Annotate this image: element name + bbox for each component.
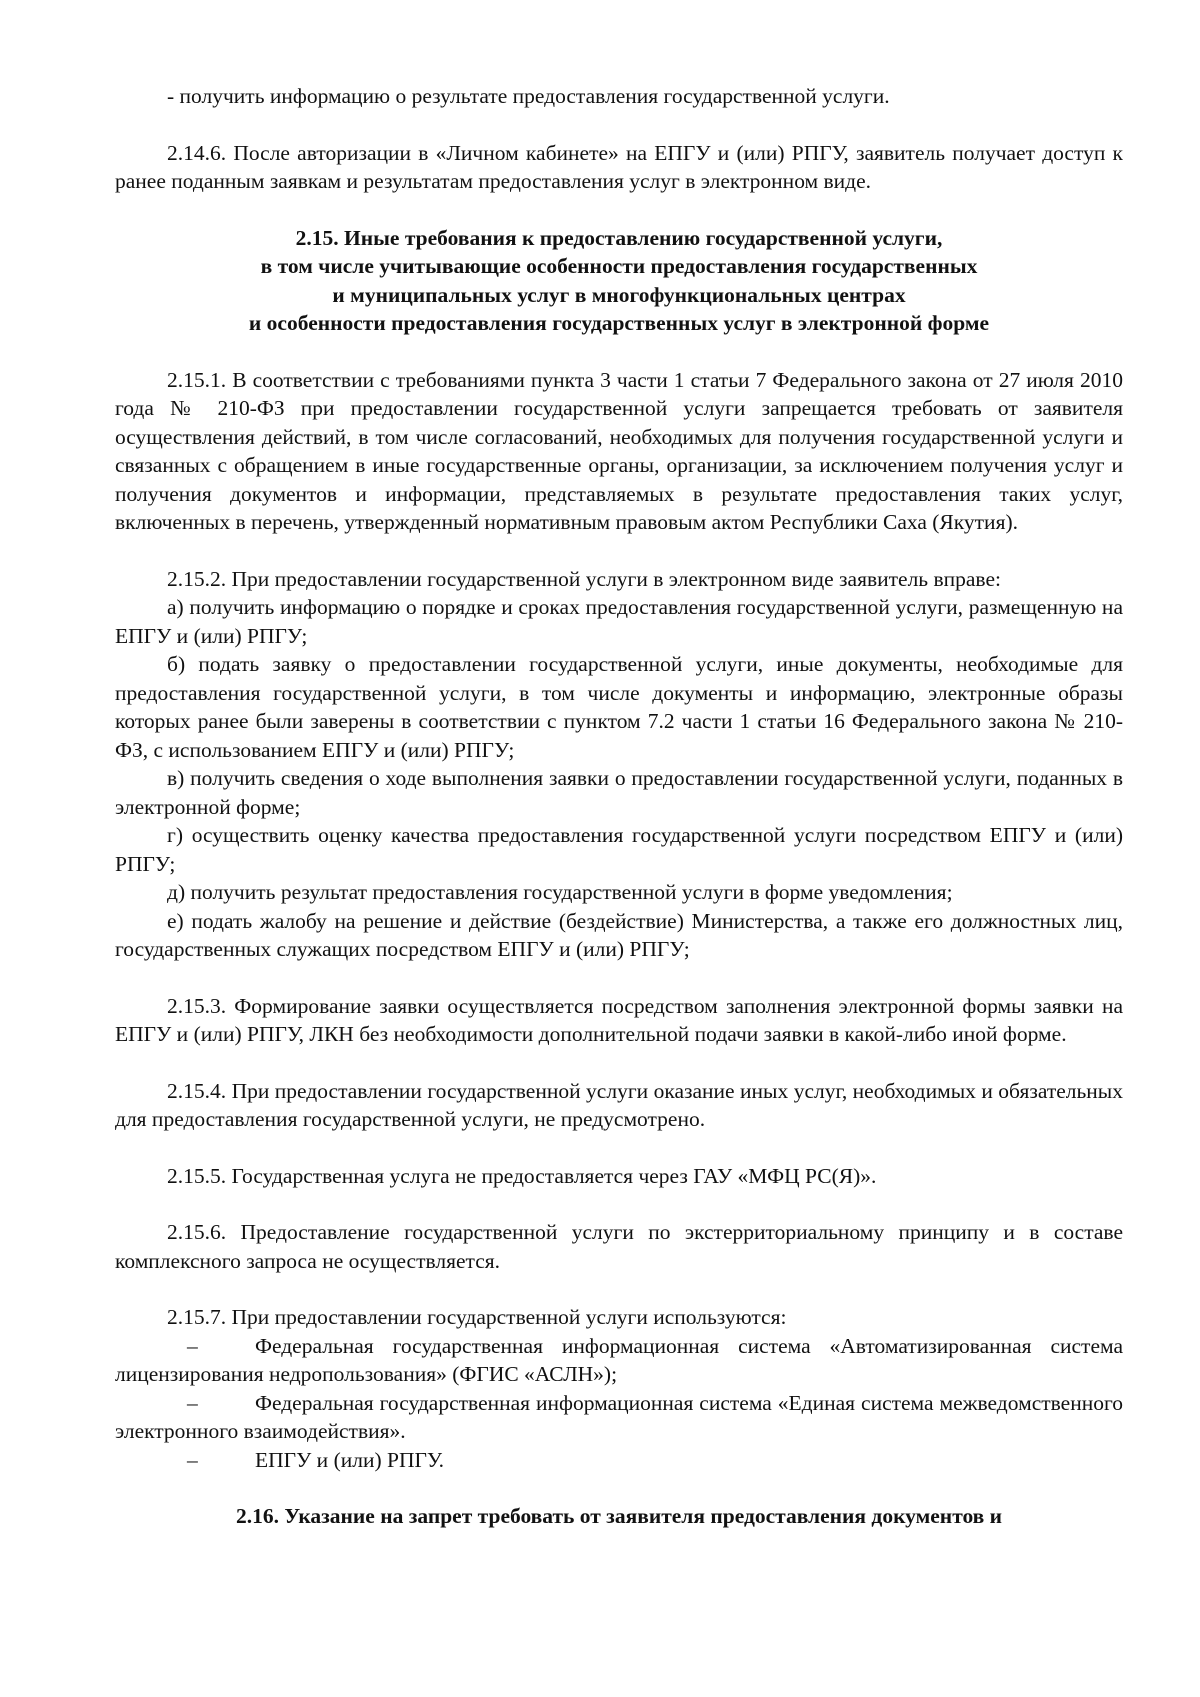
paragraph-2-15-5: 2.15.5. Государственная услуга не предоставляется через ГАУ «МФЦ РС(Я)».: [167, 1163, 877, 1188]
dash-item-text: Федеральная государственная информационная система «Автоматизированная система лицензирования недропользования» (ФГИС «АСЛН»);: [115, 1333, 1123, 1386]
list-item-a: а) получить информацию о порядке и сроках предоставления государственной услуги, размещенную на ЕПГУ и (или) РПГУ;: [115, 595, 1123, 648]
paragraph-2-14-6: 2.14.6. После авторизации в «Личном кабинете» на ЕПГУ и (или) РПГУ, заявитель получает доступ к ранее поданным заявкам и результатам предоставления услуг в электронном виде.: [115, 140, 1123, 193]
dash-list-item-2: [115, 1389, 1123, 1446]
dash-marker: –: [187, 1333, 198, 1358]
dash-list-item-1: [115, 1332, 1123, 1389]
paragraph-2-15-7-intro: 2.15.7. При предоставлении государственной услуги используются:: [167, 1305, 787, 1329]
dash-item-text: Федеральная государственная информационная система «Единая система межведомственного электронного взаимодействия».: [115, 1390, 1123, 1443]
paragraph-2-15-3: 2.15.3. Формирование заявки осуществляется посредством заполнения электронной формы заявки на ЕПГУ и (или) РПГУ, ЛКН без необходимости дополнительной подачи заявки в какой-либо иной форме.: [115, 993, 1123, 1046]
document-page: [115, 82, 1123, 1531]
list-item-e: е) подать жалобу на решение и действие (бездействие) Министерства, а также его должностных лиц, государственных служащих посредством ЕПГУ и (или) РПГУ;: [115, 908, 1123, 961]
list-item-d: д) получить результат предоставления государственной услуги в форме уведомления;: [167, 880, 953, 904]
dash-marker: –: [187, 1390, 198, 1415]
dash-marker: –: [187, 1447, 198, 1472]
list-item-g: г) осуществить оценку качества предоставления государственной услуги посредством ЕПГУ и (или) РПГУ;: [115, 823, 1123, 876]
heading-line-1: 2.15. Иные требования к предоставлению государственной услуги,: [295, 225, 943, 250]
paragraph-2-15-4: 2.15.4. При предоставлении государственной услуги оказание иных услуг, необходимых и обязательных для предоставления государственной услуги, не предусмотрено.: [115, 1078, 1123, 1131]
heading-line-4: и особенности предоставления государственных услуг в электронной форме: [248, 311, 990, 335]
dash-item-text: ЕПГУ и (или) РПГУ.: [255, 1447, 445, 1472]
heading-line-2: в том числе учитывающие особенности предоставления государственных: [260, 254, 978, 278]
heading-line-3: и муниципальных услуг в многофункциональных центрах: [332, 282, 906, 307]
list-item-v: в) получить сведения о ходе выполнения заявки о предоставлении государственной услуги, поданных в электронной форме;: [115, 766, 1123, 819]
dash-list-item-3: [115, 1446, 1123, 1475]
section-heading-2-16: 2.16. Указание на запрет требовать от заявителя предоставления документов и: [235, 1504, 1003, 1528]
paragraph-2-15-1: 2.15.1. В соответствии с требованиями пункта 3 части 1 статьи 7 Федерального закона от 27 июля 2010 года № 210-ФЗ при предоставлении государственной услуги запрещается требовать от заявителя осуществления действий, в том числе согласований, необходимых для получения государственной услуги и связанных с обращением в иные государственные органы, организации, за исключением получения услуг и получения документов и информации, представляемых в результате предоставления таких услуг, включенных в перечень, утвержденный нормативным правовым актом Республики Саха (Якутия).: [115, 367, 1123, 534]
section-heading-2-15: [115, 224, 1123, 338]
list-item-b: б) подать заявку о предоставлении государственной услуги, иные документы, необходимые для предоставления государственной услуги, в том числе документы и информацию, электронные образы которых ранее были заверены в соответствии с пунктом 7.2 части 1 статьи 16 Федерального закона № 210-ФЗ, с использованием ЕПГУ и (или) РПГУ;: [115, 652, 1123, 762]
paragraph-intro: - получить информацию о результате предоставления государственной услуги.: [167, 84, 890, 108]
paragraph-2-15-2-intro: 2.15.2. При предоставлении государственной услуги в электронном виде заявитель вправе:: [167, 566, 1001, 591]
paragraph-2-15-6: 2.15.6. Предоставление государственной услуги по экстерриториальному принципу и в составе комплексного запроса не осуществляется.: [115, 1220, 1123, 1273]
